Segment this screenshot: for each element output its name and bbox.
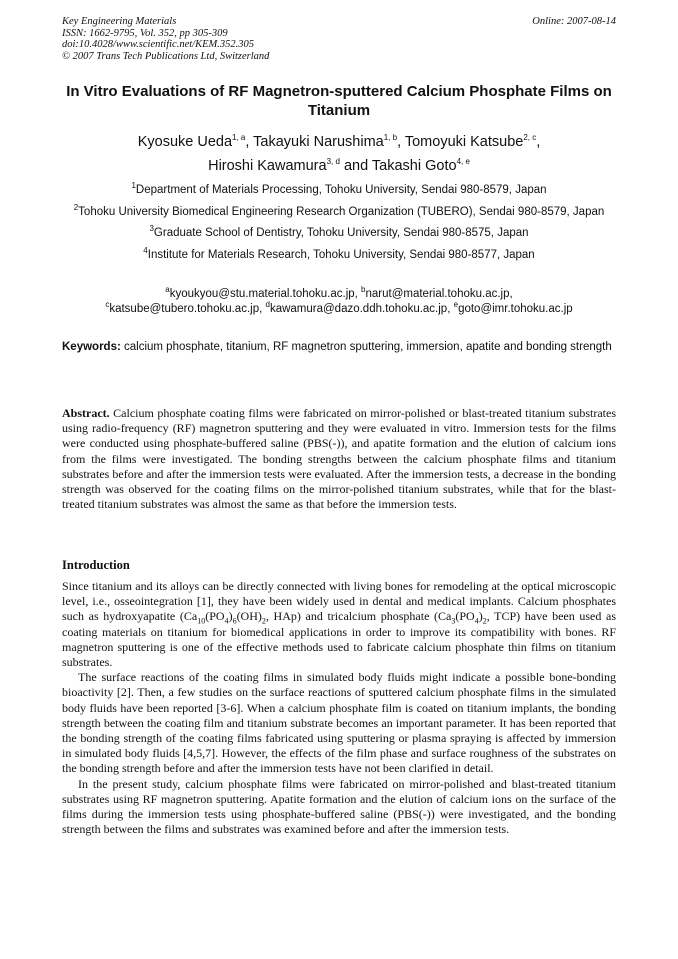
author-name: Takayuki Narushima: [253, 134, 384, 150]
paragraph: In the present study, calcium phosphate films were fabricated on mirror-polished and blast-treated titanium substrates using RF magnetron sputtering. Apatite formation and the elution of calcium ions on the surface of the films during the immersion tests using phosphate-buffered saline (PBS(-)) were investigated, and the bonding strength between the films and substrates was examined before and after the immersion tests.: [62, 776, 616, 837]
journal-doi: doi:10.4028/www.scientific.net/KEM.352.305: [62, 39, 254, 50]
affil-text: Graduate School of Dentistry, Tohoku University, Sendai 980-8575, Japan: [153, 227, 529, 239]
author-affil-sup: 4, e: [456, 157, 470, 167]
journal-copyright: © 2007 Trans Tech Publications Ltd, Switzerland: [62, 50, 270, 62]
email-link[interactable]: kyoukyou@stu.material.tohoku.ac.jp,: [169, 288, 358, 300]
author-affil-sup: 3, d: [326, 157, 340, 167]
keywords: [62, 340, 616, 355]
abstract: [62, 406, 616, 512]
author-affil-sup: 2, c: [523, 133, 537, 143]
abstract-label: Abstract.: [62, 406, 110, 420]
email-sup: b: [361, 285, 366, 295]
keywords-text: calcium phosphate, titanium, RF magnetron sputtering, immersion, apatite and bonding strength: [124, 341, 612, 353]
author-affil-sup: 1, b: [383, 133, 398, 143]
keywords-label: Keywords:: [62, 341, 121, 353]
affiliation: [62, 202, 616, 224]
affil-text: Department of Materials Processing, Tohoku University, Sendai 980-8579, Japan: [135, 184, 547, 196]
affiliation: [62, 223, 616, 245]
affil-num: 1: [131, 181, 136, 191]
author-and: and: [343, 158, 369, 174]
email-link[interactable]: kawamura@dazo.ddh.tohoku.ac.jp,: [269, 303, 451, 315]
affiliations: [62, 180, 616, 266]
journal-name: Key Engineering Materials: [62, 16, 177, 27]
affiliation: [62, 180, 616, 202]
email-sup: d: [265, 300, 270, 310]
journal-issn: ISSN: 1662-9795, Vol. 352, pp 305-309: [62, 27, 228, 39]
email-link[interactable]: katsube@tubero.tohoku.ac.jp,: [109, 303, 263, 315]
email-link[interactable]: narut@material.tohoku.ac.jp,: [365, 288, 513, 300]
author-name: Hiroshi Kawamura: [208, 158, 327, 174]
abstract-text: Calcium phosphate coating films were fabricated on mirror-polished or blast-treated titanium substrates using radio-frequency (RF) magnetron sputtering and they were evaluated in vitro. Immersion tests for the films were conducted using phosphate-buffered saline (PBS(-)), and apatite formation and the elution of calcium ions from the films were investigated. The bonding strengths between the calcium phosphate films and titanium substrates before and after the immersion tests were evaluated. After the immersion tests, a decrease in the bonding strength was observed for the coating films on the mirror-polished titanium substrates, while that for the blast-treated titanium substrates was almost the same as that before the immersion tests.: [62, 406, 617, 512]
email-link[interactable]: goto@imr.tohoku.ac.jp: [458, 303, 573, 315]
author-list: Kyosuke Ueda$^{1, a}$, Takayuki Narushima$^{1, b}$, Tomoyuki Katsube$^{2, c}$, Hiroshi Kawamura$^{3, d}$ and Takashi Goto$^{4, e}$: [137, 133, 541, 174]
affil-num: 4: [143, 245, 148, 255]
author-name: Tomoyuki Katsube: [404, 134, 524, 150]
affil-text: Institute for Materials Research, Tohoku University, Sendai 980-8577, Japan: [147, 248, 535, 261]
email-sup: e: [453, 300, 459, 310]
paper-title: In Vitro Evaluations of RF Magnetron-sputtered Calcium Phosphate Films on Titanium: [66, 83, 612, 119]
online-date: Online: 2007-08-14: [532, 16, 616, 27]
section-heading-introduction: Introduction: [62, 558, 130, 572]
author-affil-sup: 1, a: [232, 133, 246, 143]
paragraph: Since titanium and its alloys can be directly connected with living bones for remodeling at the optical microscopic level, i.e., osseointegration [1], they have been widely used in dental and medical implants. Calcium phosphates such as hydroxyapatite ($Ca_{10}(PO_4)_6(OH)_2$, HAp) and tricalcium phosphate ($Ca_3(PO_4)_2$, TCP) have been used as coating materials on titanium for biomedical applications in order to improve its compatibility with bones. RF magnetron sputtering is one of the effective methods used to fabricate calcium phosphate thin films on titanium substrates.: [62, 579, 616, 670]
email-sup: c: [105, 300, 110, 310]
affiliation: [62, 245, 616, 267]
introduction-body: [62, 579, 616, 837]
author-emails: [62, 287, 616, 317]
email-sup: a: [165, 285, 170, 295]
affil-text: Tohoku University Biomedical Engineering Research Organization (TUBERO), Sendai 980-8579, Japan: [78, 205, 605, 218]
author-name: Takashi Goto: [371, 158, 457, 174]
affil-num: 3: [149, 224, 154, 234]
author-name: Kyosuke Ueda: [137, 134, 233, 150]
affil-num: 2: [73, 202, 79, 212]
paragraph: The surface reactions of the coating films in simulated body fluids might indicate a possible bone-bonding bioactivity [2]. Then, a few studies on the surface reactions of sputtered calcium phosphate films in the simulated body fluids have been reported [3-6]. When a calcium phosphate film is coated on titanium implants, the bonding strength between the coating film and titanium substrate becomes an important parameter. It has been reported that the bonding strength of the coating films fabricated using sputtering or plasma spraying is affected by immersion in simulated body fluids [4,5,7]. However, the effects of the film phase and surface roughness of the substrates on the bonding strength before and after the immersion tests have not been clarified in detail.: [62, 670, 616, 776]
